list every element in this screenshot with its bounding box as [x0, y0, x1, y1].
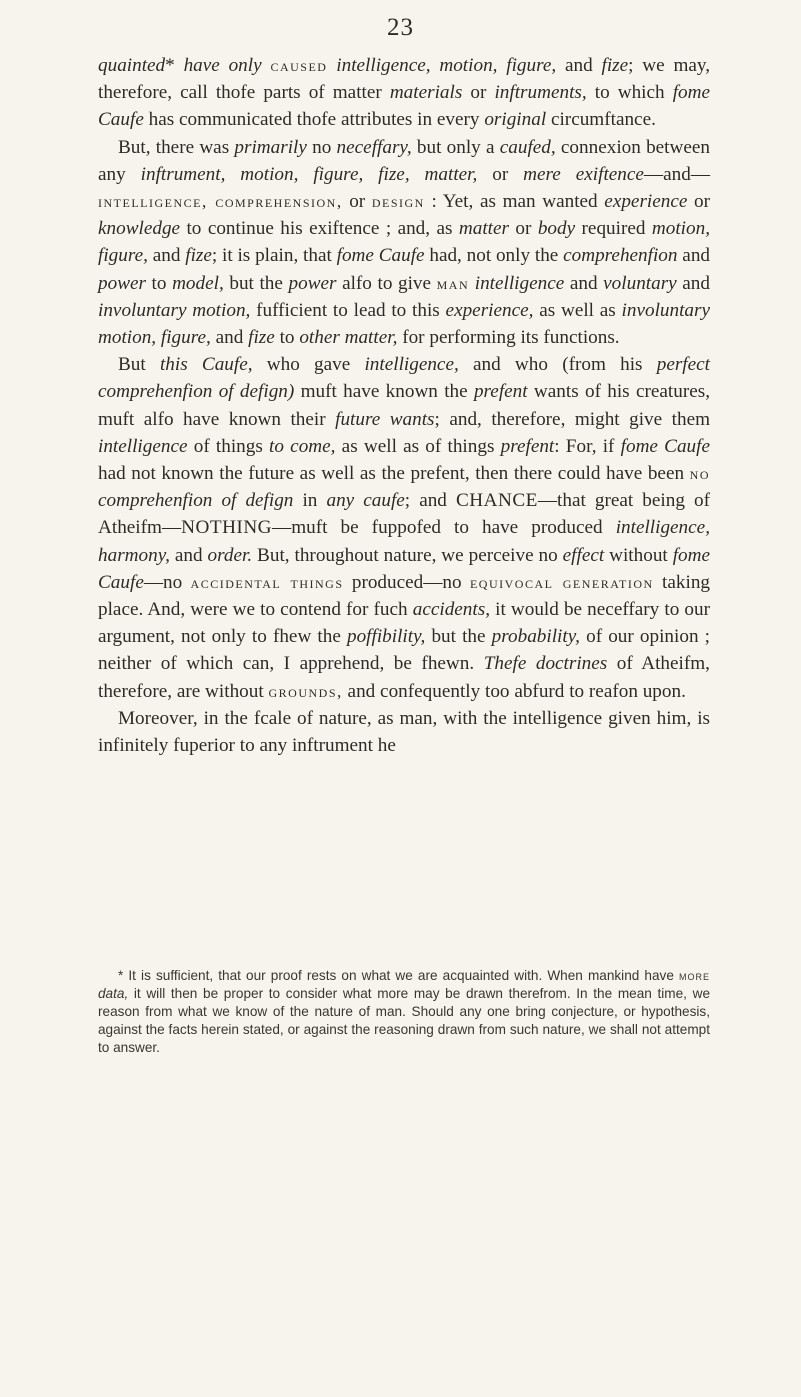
text-span: taking place. And, were we to contend for fuch [98, 571, 711, 621]
text-span: without [604, 544, 673, 566]
italic-span: matter [458, 218, 509, 240]
italic-span: fize [601, 55, 629, 76]
small-caps-span: equivocal generation [469, 572, 654, 592]
text-span: —muft be fuppofed to have produced [272, 517, 616, 539]
text-span: and confequently too abfurd to reafon upon. [342, 680, 686, 702]
footnote [98, 967, 710, 1057]
text-span: or [342, 191, 372, 213]
text-span: or [477, 163, 524, 185]
text-span: it would be neceffary to our argument, not only to fhew the [98, 599, 710, 648]
text-span: alfo to give [336, 272, 437, 294]
text-span: or [687, 191, 711, 213]
text-span: but only a [411, 136, 500, 158]
text-span: and [210, 327, 249, 349]
italic-span: quainted [98, 55, 166, 76]
italic-span: to come, [269, 435, 336, 457]
text-span: to [274, 327, 300, 349]
text-span: to which [586, 82, 673, 104]
text-span [327, 55, 336, 76]
text-span: and [169, 544, 208, 566]
text-span: or [509, 218, 538, 240]
text-span: muft have known the [294, 381, 474, 403]
italic-span: intelligence [98, 435, 188, 457]
text-span: ; we may, therefore, call thofe parts of matter [98, 55, 711, 104]
italic-span: prefent [473, 381, 528, 403]
small-caps-span: intelligence, comprehension, [98, 192, 343, 212]
italic-span: intelligence, [364, 354, 459, 376]
italic-span: knowledge [98, 218, 181, 240]
italic-span: other matter, [299, 327, 398, 349]
text-span: ; it is plain, that [211, 245, 337, 267]
italic-span: involuntary motion, figure, [98, 299, 710, 349]
text-span: wants of his creatures, muft alfo have known their [98, 381, 710, 430]
italic-span: probability, [491, 626, 580, 648]
text-span: and [564, 272, 604, 294]
small-caps-span: more [679, 969, 710, 983]
text-span: —that great being of Atheifm— [98, 490, 710, 539]
text-span: but the [425, 626, 492, 648]
text-span: to continue his exiftence ; and, as [180, 218, 459, 240]
text-span: fufficient to lead to this [250, 299, 446, 321]
text-span: But, there was [118, 136, 235, 158]
small-caps-span: caused [270, 56, 328, 75]
italic-span: any caufe [326, 490, 405, 512]
text-span: in [293, 490, 327, 512]
text-span: produced—no [343, 571, 470, 593]
italic-span: primarily [234, 136, 307, 158]
text-span: or [462, 82, 495, 104]
paragraph-1 [98, 52, 710, 134]
text-span: —and— [643, 163, 711, 185]
italic-span: voluntary [603, 272, 677, 294]
text-span: of things [187, 435, 270, 457]
text-span: as well as of things [335, 435, 501, 457]
text-span: had, not only the [424, 245, 564, 267]
italic-span: poffibility, [346, 626, 426, 648]
italic-span: this Caufe, [159, 354, 253, 376]
text-span: Moreover, in the fcale of nature, as man, with the intelligence given him, is infinitely fuperior to any inftrument he [98, 707, 710, 757]
small-caps-span: grounds, [268, 681, 343, 701]
italic-span: power [98, 272, 146, 294]
italic-span: fize [248, 327, 275, 349]
italic-span: intelligence, harmony, [98, 517, 710, 566]
italic-span: perfect comprehenfion of defign) [98, 354, 710, 403]
text-span: connexion between any [98, 136, 710, 185]
italic-span: prefent [500, 435, 555, 457]
italic-span: fome Caufe [620, 435, 710, 457]
italic-span: model, [172, 272, 224, 294]
italic-span: materials [389, 82, 463, 104]
small-caps-span: man [436, 273, 470, 293]
text-span: ; and, therefore, might give them [434, 408, 711, 430]
italic-span: fize [185, 245, 212, 267]
italic-span: data, [98, 986, 129, 1001]
text-span: circumftance. [546, 109, 656, 131]
text-span: ; and [404, 490, 456, 512]
small-caps-span: accidental things [190, 572, 344, 592]
italic-span: original [484, 109, 547, 131]
italic-span: experience [604, 191, 688, 213]
text-span: and [676, 272, 710, 294]
text-span: had not known the future as well as the prefent, then there could have been [98, 463, 690, 485]
italic-span: accidents, [412, 599, 490, 621]
body-text [98, 52, 710, 759]
text-span: and who (from his [458, 354, 657, 376]
italic-span: intelligence, motion, figure, [336, 55, 557, 76]
text-span: But [118, 354, 160, 376]
italic-span: Thefe doctrines [483, 653, 608, 675]
text-span: who gave [252, 354, 365, 376]
italic-span: inftrument, motion, figure, fize, matter, [140, 163, 478, 185]
page-number: 23 [387, 14, 414, 41]
italic-span: inftruments, [494, 82, 587, 104]
text-span: required [575, 218, 652, 240]
italic-span: intelligence [474, 272, 565, 294]
italic-span: caufed, [499, 136, 556, 158]
italic-span: comprehenfion of defign [98, 490, 294, 512]
italic-span: comprehenfion [563, 245, 678, 267]
caps-span: NOTHING [181, 517, 273, 539]
text-span: and [556, 55, 602, 76]
italic-span: future wants [335, 408, 435, 430]
footnote-text [98, 967, 710, 1057]
text-span: and [147, 245, 186, 267]
text-span: as well as [533, 299, 622, 321]
text-span: to [145, 272, 173, 294]
caps-span: CHANCE [455, 490, 538, 512]
text-span: but the [223, 272, 289, 294]
italic-span: motion, figure, [98, 218, 710, 267]
small-caps-span: no [689, 464, 710, 484]
text-span: and [677, 245, 711, 267]
text-span: of Atheifm, therefore, are without [98, 653, 710, 702]
text-span: * [165, 55, 184, 76]
text-span: has communicated thofe attributes in every [143, 109, 485, 131]
italic-span: order. [207, 544, 253, 566]
italic-span: neceffary, [336, 136, 412, 158]
text-span: no [306, 136, 337, 158]
text-span: for performing its functions. [397, 327, 620, 349]
italic-span: experience, [445, 299, 534, 321]
italic-span: power [288, 272, 337, 294]
italic-span: fome Caufe [336, 245, 425, 267]
italic-span: fome Caufe [98, 544, 710, 593]
small-caps-span: design [371, 192, 425, 212]
text-span: of our opinion ; neither of which can, I apprehend, be fhewn. [98, 626, 710, 675]
italic-span: have only [183, 55, 262, 76]
text-span: —no [143, 571, 191, 593]
italic-span: fome Caufe [98, 82, 710, 131]
italic-span: body [537, 218, 576, 240]
paragraph-4 [98, 705, 710, 759]
italic-span: involuntary motion, [98, 299, 251, 321]
text-span: But, throughout nature, we perceive no [252, 544, 563, 566]
text-span: * It is sufficient, that our proof rests on what we are acquainted with. When mankind have [118, 968, 679, 983]
paragraph-2 [98, 134, 710, 352]
text-span: it will then be proper to consider what more may be drawn therefrom. In the mean time, we reason from what we know of the nature of man. Should any one bring conjecture, or hypothesis, against the facts herein stated, or against the reasoning drawn from such nature, we shall not attempt to answer. [98, 986, 710, 1055]
italic-span: mere exiftence [523, 163, 644, 185]
italic-span: effect [562, 544, 605, 566]
text-span: : Yet, as man wanted [424, 191, 605, 213]
paragraph-3 [98, 351, 710, 705]
text-span: : For, if [554, 435, 621, 457]
